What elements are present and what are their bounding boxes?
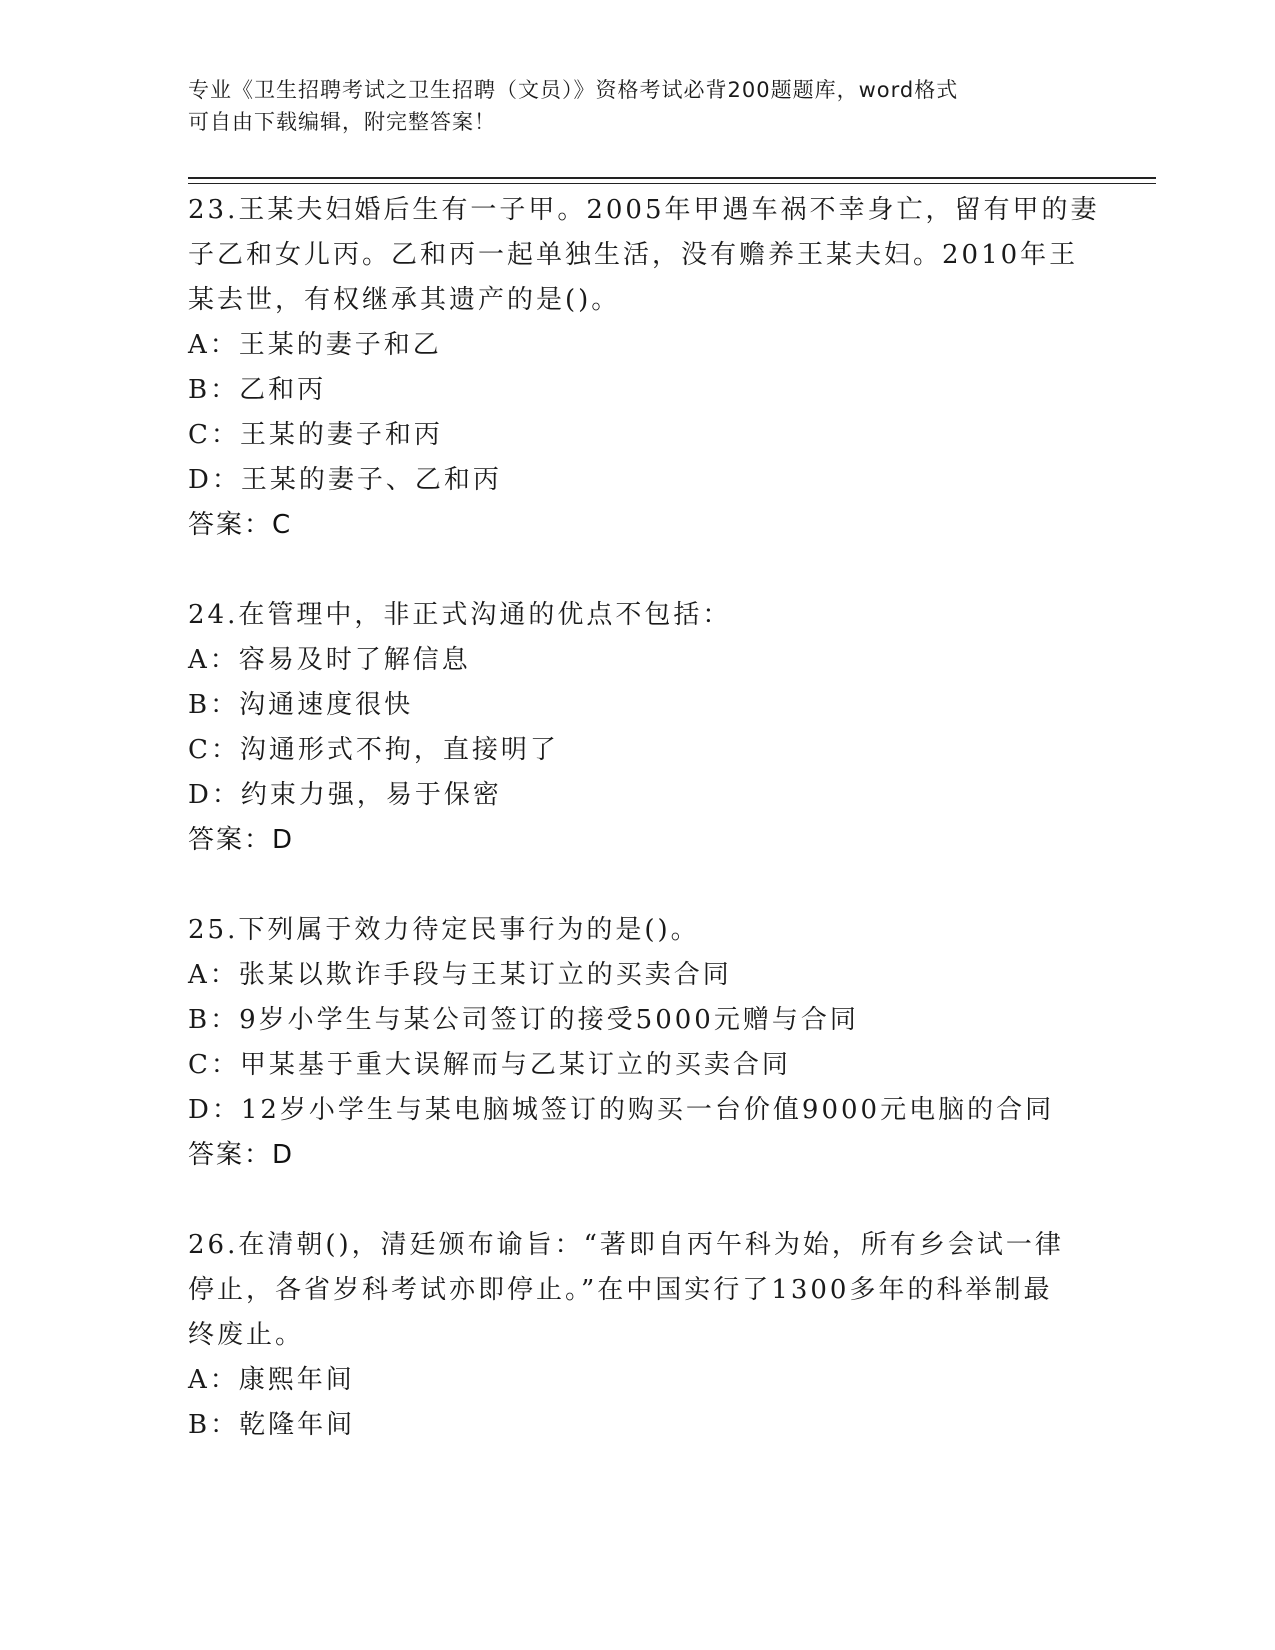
question-list: [188, 188, 1138, 1493]
option-b: B：乾隆年间: [188, 1410, 356, 1440]
header-divider-thick: [188, 177, 1156, 179]
option-b: B：沟通速度很快: [188, 690, 414, 720]
question-23: [188, 188, 1138, 548]
question-stem-line: 23.王某夫妇婚后生有一子甲。2005年甲遇车祸不幸身亡，留有甲的妻: [188, 195, 1100, 225]
document-header: [188, 74, 1088, 138]
answer-line: 答案：D: [188, 825, 295, 855]
header-title-line-2: 可自由下载编辑，附完整答案！: [188, 110, 496, 134]
answer-line: 答案：D: [188, 1140, 295, 1170]
question-24: [188, 593, 1138, 863]
option-b: B：乙和丙: [188, 375, 327, 405]
option-d: D：王某的妻子、乙和丙: [188, 465, 502, 495]
option-a: A：张某以欺诈手段与王某订立的买卖合同: [188, 960, 732, 990]
question-25: [188, 908, 1138, 1178]
question-stem-line: 终废止。: [188, 1320, 305, 1350]
question-stem-line: 停止，各省岁科考试亦即停止。”在中国实行了1300多年的科举制最: [188, 1275, 1053, 1305]
answer-line: 答案：C: [188, 510, 293, 540]
option-c: C：王某的妻子和丙: [188, 420, 443, 450]
question-stem-line: 某去世，有权继承其遗产的是()。: [188, 285, 621, 315]
option-b: B：9岁小学生与某公司签订的接受5000元赠与合同: [188, 1005, 859, 1035]
option-a: A：王某的妻子和乙: [188, 330, 442, 360]
option-a: A：康熙年间: [188, 1365, 355, 1395]
option-c: C：甲某基于重大误解而与乙某订立的买卖合同: [188, 1050, 791, 1080]
question-stem-line: 25.下列属于效力待定民事行为的是()。: [188, 915, 700, 945]
option-a: A：容易及时了解信息: [188, 645, 471, 675]
header-divider-thin: [188, 183, 1156, 184]
option-d: D：12岁小学生与某电脑城签订的购买一台价值9000元电脑的合同: [188, 1095, 1055, 1125]
header-title-line-1: 专业《卫生招聘考试之卫生招聘（文员）》资格考试必背200题题库，word格式: [188, 78, 959, 102]
option-c: C：沟通形式不拘，直接明了: [188, 735, 559, 765]
option-d: D：约束力强，易于保密: [188, 780, 502, 810]
question-stem-line: 24.在管理中，非正式沟通的优点不包括：: [188, 600, 732, 630]
question-stem-line: 26.在清朝()，清廷颁布谕旨：“著即自丙午科为始，所有乡会试一律: [188, 1230, 1064, 1260]
question-stem-line: 子乙和女儿丙。乙和丙一起单独生活，没有赡养王某夫妇。2010年王: [188, 240, 1079, 270]
question-26: [188, 1223, 1138, 1448]
